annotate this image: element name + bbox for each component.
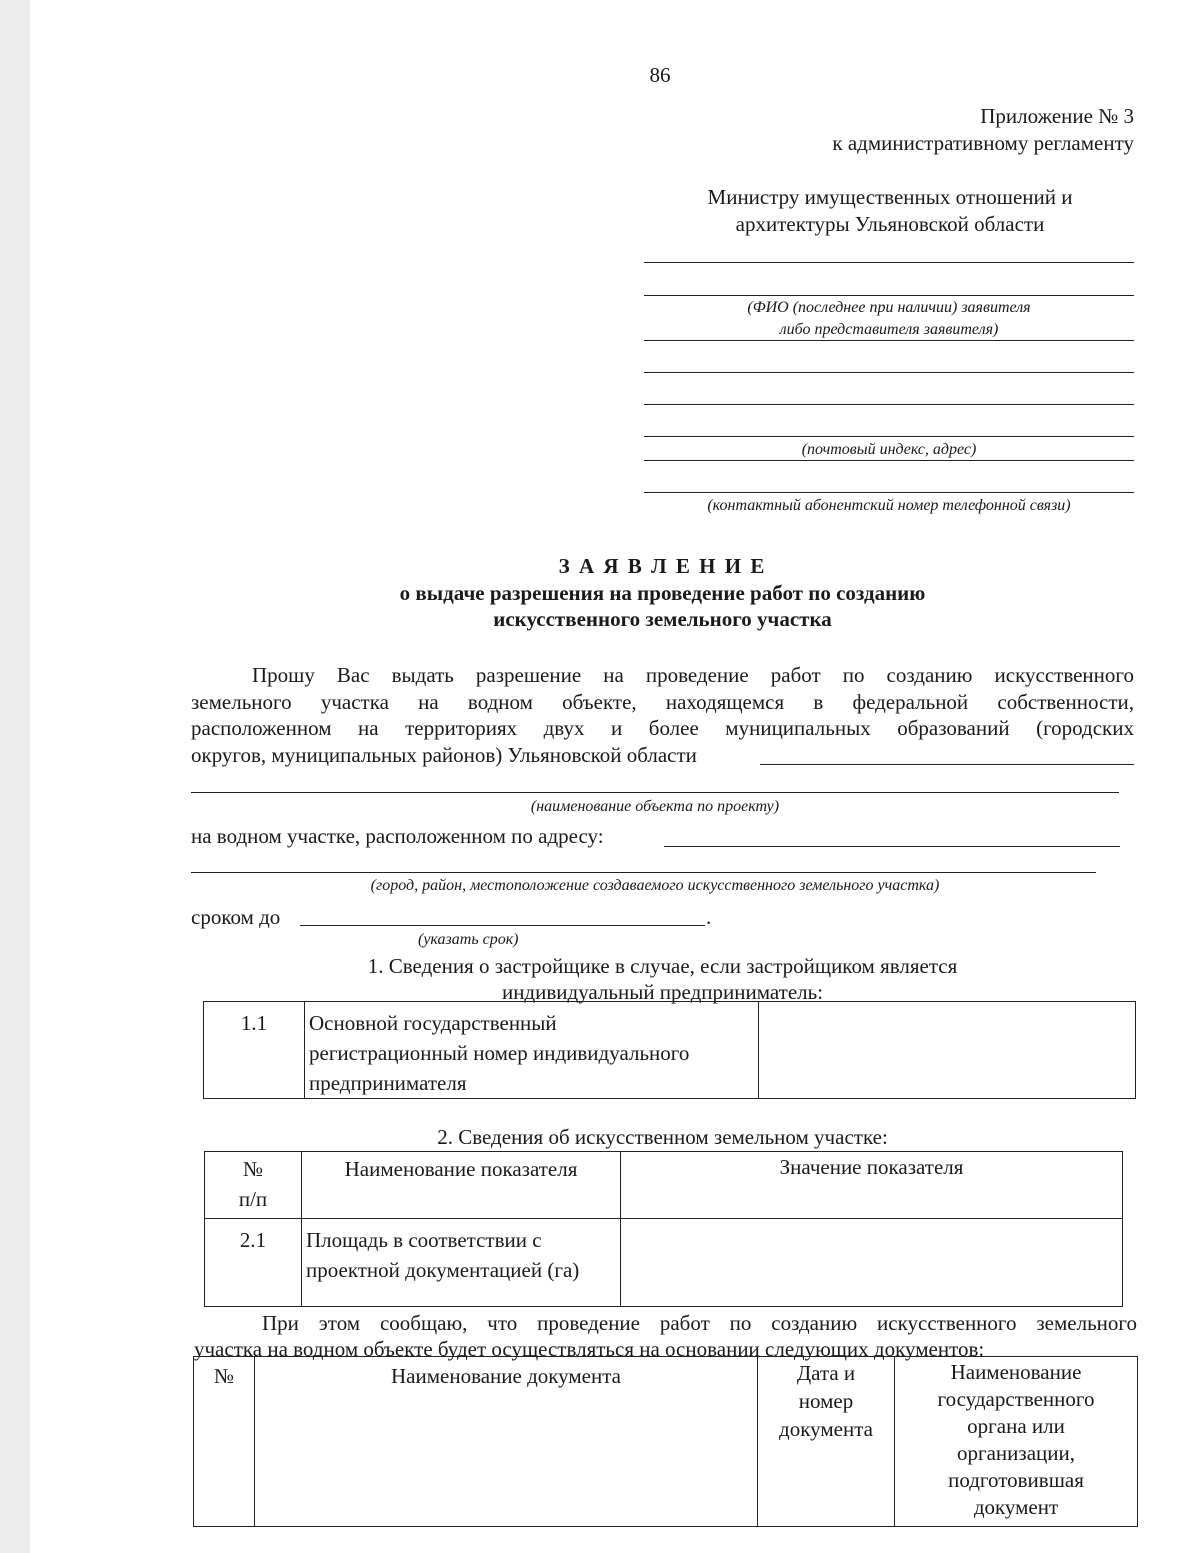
doc-header-date-l2: номер — [798, 1389, 854, 1413]
address-line-1[interactable] — [644, 340, 1134, 341]
address-line-5[interactable] — [644, 460, 1134, 461]
address-label: на водном участке, расположенном по адресу: — [191, 824, 604, 848]
land-header-name: Наименование показателя — [302, 1152, 621, 1219]
document-subtitle-2: искусственного земельного участка — [493, 607, 832, 631]
developer-name-l1: Основной государственный — [309, 1011, 557, 1035]
doc-header-name: Наименование документа — [255, 1357, 758, 1527]
hint-fio-2: либо представителя заявителя) — [779, 321, 999, 338]
term-dot: . — [706, 905, 712, 929]
developer-row-name — [305, 1002, 759, 1099]
doc-header-org-l5: подготовившая — [948, 1468, 1084, 1492]
doc-header-org-l1: Наименование — [950, 1360, 1082, 1384]
address-line-2[interactable] — [644, 372, 1134, 373]
fio-line-1[interactable] — [644, 262, 1134, 263]
land-row-value[interactable] — [621, 1219, 1123, 1307]
developer-name-l2: регистрационный номер индивидуального — [309, 1041, 690, 1065]
water-address-line-2[interactable] — [191, 872, 1096, 873]
appendix-reglament: к административному регламенту — [832, 131, 1134, 155]
land-row-name-l2: проектной документацией (га) — [306, 1258, 580, 1282]
request-line-4: округов, муниципальных районов) Ульяновской области — [191, 743, 697, 767]
fio-line-2[interactable] — [644, 295, 1134, 296]
doc-header-org — [895, 1357, 1138, 1527]
table-row — [205, 1219, 1123, 1307]
document-subtitle-1: о выдаче разрешения на проведение работ по созданию — [399, 581, 926, 605]
land-row-num: 2.1 — [205, 1219, 302, 1307]
appendix-number: Приложение № 3 — [980, 104, 1134, 128]
doc-header-org-l3: органа или — [967, 1414, 1065, 1438]
land-row-name-l1: Площадь в соответствии с — [306, 1228, 542, 1252]
doc-header-org-l2: государственного — [937, 1387, 1095, 1411]
doc-header-date — [758, 1357, 895, 1527]
request-line-2: земельного участка на водном объекте, находящемся в федеральной собственности, — [191, 690, 1134, 714]
phone-line[interactable] — [644, 492, 1134, 493]
land-header-num-l2: п/п — [238, 1187, 268, 1211]
term-line[interactable] — [300, 925, 705, 926]
address-line-3[interactable] — [644, 404, 1134, 405]
documents-table — [193, 1356, 1138, 1527]
scan-margin — [0, 0, 30, 1553]
hint-object-name: (наименование объекта по проекту) — [530, 798, 780, 815]
request-line-1: Прошу Вас выдать разрешение на проведение работ по созданию искусственного — [252, 663, 1134, 687]
section2-title: 2. Сведения об искусственном земельном участке: — [437, 1125, 888, 1149]
object-name-line-1[interactable] — [760, 764, 1134, 765]
land-header-num — [205, 1152, 302, 1219]
land-table — [204, 1151, 1123, 1307]
doc-header-org-l6: документ — [973, 1495, 1059, 1519]
hint-location: (город, район, местоположение создаваемого искусственного земельного участка) — [370, 877, 940, 894]
section1-title-1: 1. Сведения о застройщике в случае, если застройщиком является — [367, 954, 958, 978]
term-label: сроком до — [191, 905, 281, 929]
documents-intro-2: участка на водном объекте будет осуществляться на основании следующих документов: — [194, 1337, 985, 1361]
addressee-line1: Министру имущественных отношений и — [707, 185, 1073, 209]
hint-phone: (контактный абонентский номер телефонной связи) — [707, 497, 1071, 514]
doc-header-org-l4: организации, — [957, 1441, 1075, 1465]
request-line-3: расположенном на территориях двух и более муниципальных образований (городских — [191, 716, 1134, 740]
hint-postal: (почтовый индекс, адрес) — [801, 441, 977, 458]
page-number: 86 — [649, 63, 671, 87]
section1-title-2: индивидуальный предприниматель: — [501, 980, 824, 1004]
address-line-4[interactable] — [644, 436, 1134, 437]
table-row — [194, 1357, 1138, 1527]
doc-header-date-l3: документа — [779, 1417, 873, 1441]
developer-name-l3: предпринимателя — [309, 1071, 467, 1095]
land-header-value: Значение показателя — [621, 1152, 1123, 1219]
land-row-name — [302, 1219, 621, 1307]
table-row — [205, 1152, 1123, 1219]
hint-fio-1: (ФИО (последнее при наличии) заявителя — [747, 299, 1031, 316]
developer-table — [203, 1001, 1136, 1099]
hint-term: (указать срок) — [418, 931, 519, 948]
water-address-line-1[interactable] — [664, 846, 1120, 847]
addressee-line2: архитектуры Ульяновской области — [735, 212, 1045, 236]
developer-row-num: 1.1 — [204, 1002, 305, 1099]
documents-intro-1: При этом сообщаю, что проведение работ по созданию искусственного земельного — [262, 1311, 1137, 1335]
developer-row-value[interactable] — [759, 1002, 1136, 1099]
table-row — [204, 1002, 1136, 1099]
object-name-line-2[interactable] — [191, 792, 1119, 793]
document-title: З А Я В Л Е Н И Е — [558, 554, 767, 578]
doc-header-num: № — [194, 1357, 255, 1527]
land-header-num-l1: № — [242, 1157, 264, 1181]
doc-header-date-l1: Дата и — [796, 1361, 856, 1385]
